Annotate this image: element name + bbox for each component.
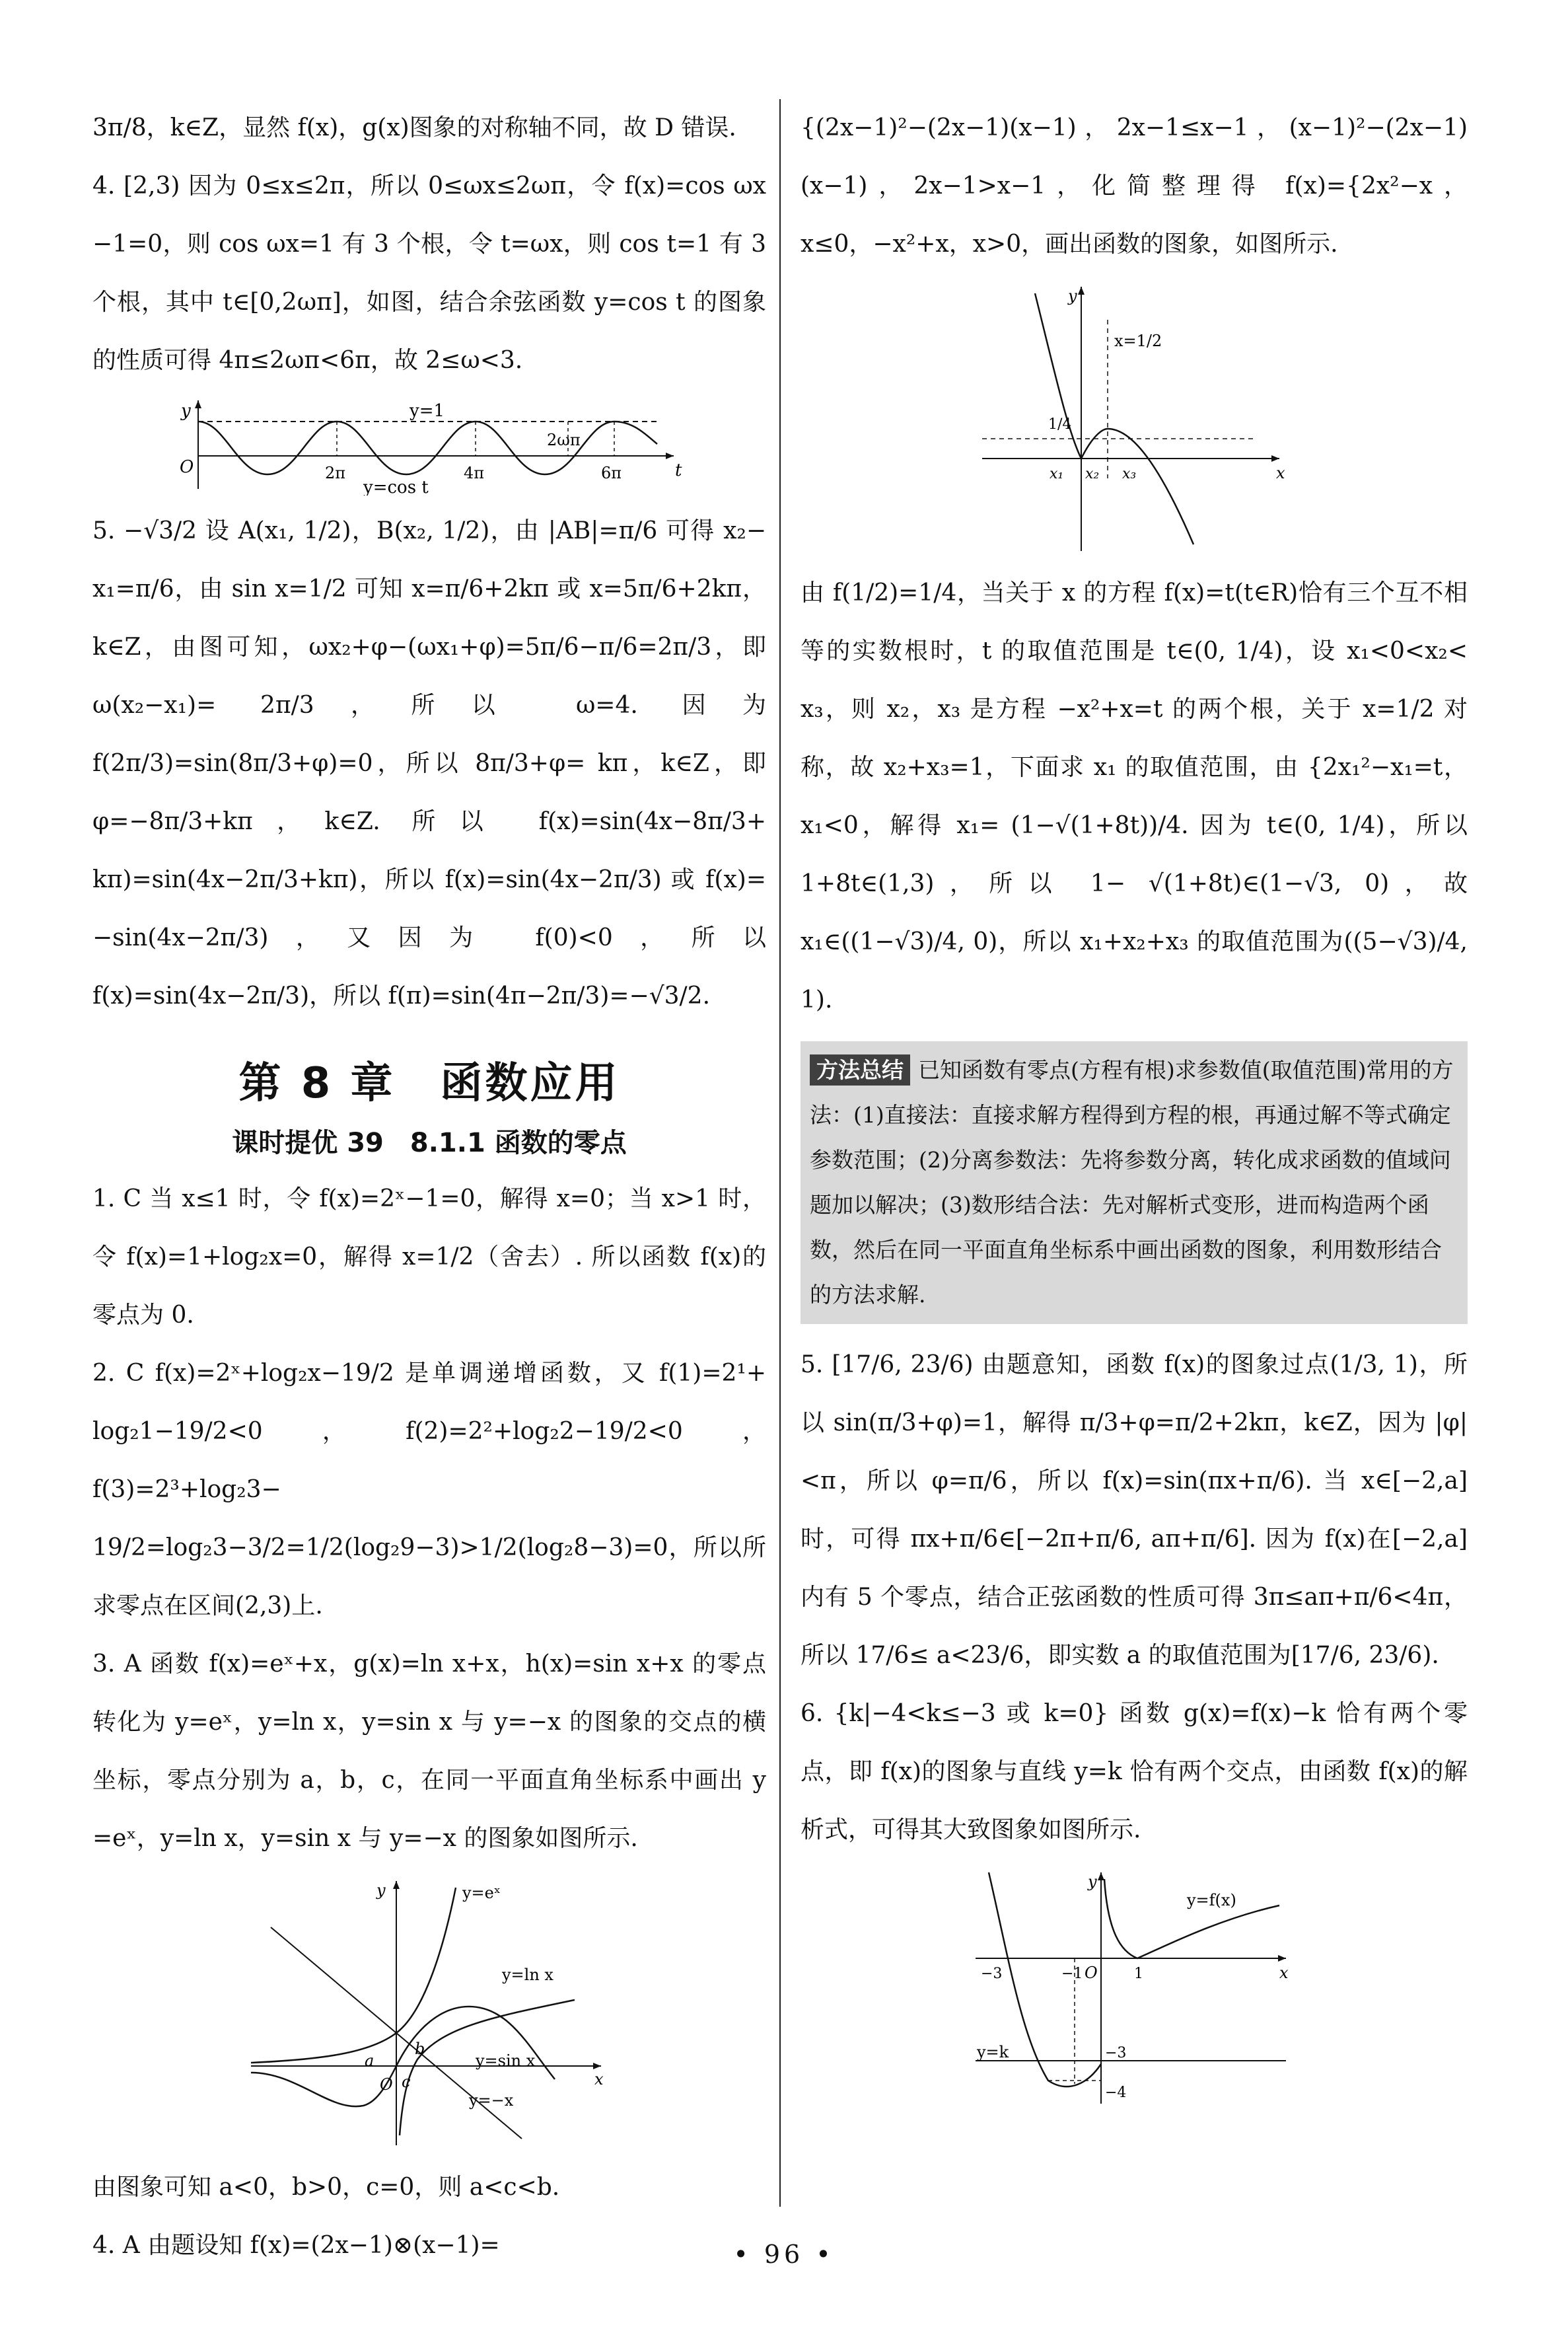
fx-figure [969,1866,1299,2110]
lesson-title: 课时提优 39 8.1.1 函数的零点 [232,1128,627,1158]
paragraph: 3. A 函数 f(x)=eˣ+x，g(x)=ln x+x，h(x)=sin x+x 的零点转化为 y=eˣ，y=ln x，y=sin x 与 y=−x 的图象的交点的横坐标，零点分别为 a，b，c，在同一平面直角坐标系中画出 y =eˣ，y=ln x，y=sin x 与 y=−x 的图象如图所示. [92,1650,766,1852]
cosine-figure [172,396,687,496]
c-label: c [402,2073,411,2091]
curve-label: y=f(x) [1187,1891,1236,1909]
tick-label: 2π [325,464,346,482]
intersection-figure [244,1874,614,2152]
method-tag: 方法总结 [810,1054,910,1086]
page-number: • 96 • [733,2240,835,2269]
tick-label: −1 [1061,1966,1083,1982]
y-axis-label: y [1088,1872,1097,1891]
x2-label: x₂ [1085,466,1100,482]
paragraph: 由 f(1/2)=1/4，当关于 x 的方程 f(x)=t(t∈R)恰有三个互不相等的实数根时，t 的取值范围是 t∈(0, 1/4)，设 x₁<0<x₂< x₃，则 x₂，x₃ 是方程 −x²+x=t 的两个根，关于 x=1/2 对称，故 x₂+x₃=1，下面求 x₁ 的取值范围，由 {2x₁²−x₁=t，x₁<0，解得 x₁= (1−√(1+8t))/4. 因为 t∈(0, 1/4)，所以 1+8t∈(1,3)，所以 1− √(1+8t)∈(1−√3, 0)，故 x₁∈((1−√3)/4, 0)，所以 x₁+x₂+x₃ 的取值范围为((5−√3)/4, 1). [801,579,1468,1014]
quarter-label: 1/4 [1048,416,1072,433]
tick-label: 6π [601,464,622,482]
paragraph: 5. −√3/2 设 A(x₁, 1/2)，B(x₂, 1/2)，由 |AB|=π/6 可得 x₂− x₁=π/6，由 sin x=1/2 可知 x=π/6+2kπ 或 x=5π/6+2kπ，k∈Z，由图可知，ωx₂+φ−(ωx₁+φ)=5π/6−π/6=2π/3，即 ω(x₂−x₁)= 2π/3，所以 ω=4. 因为 f(2π/3)=sin(8π/3+φ)=0，所以 8π/3+φ= kπ，k∈Z，即 φ=−8π/3+kπ，k∈Z. 所以 f(x)=sin(4x−8π/3+ kπ)=sin(4x−2π/3+kπ)，所以 f(x)=sin(4x−2π/3) 或 f(x)= −sin(4x−2π/3)，又因为 f(0)<0，所以 f(x)=sin(4x−2π/3)，所以 f(π)=sin(4π−2π/3)=−√3/2. [92,517,766,1010]
line-label: y=1 [410,401,445,421]
paragraph: {(2x−1)²−(2x−1)(x−1)，2x−1≤x−1，(x−1)²−(2x−1)(x−1)，2x−1>x−1，化简整理得 f(x)={2x²−x，x≤0，−x²+x，x>0，画出函数的图象，如图所示. [801,114,1468,258]
method-text: 已知函数有零点(方程有根)求参数值(取值范围)常用的方法：(1)直接法：直接求解方程得到方程的根，再通过解不等式确定参数范围；(2)分离参数法：先将参数分离，转化成求函数的值域问题加以解决；(3)数形结合法：先对解析式变形，进而构造两个函数，然后在同一平面直角坐标系中画出函数的图象，利用数形结合的方法求解. [810,1057,1454,1308]
y-axis-label: y [376,1881,386,1900]
sin-label: y=sin x [476,2051,536,2070]
a-label: a [365,2051,374,2070]
y-axis-label: y [1068,287,1077,305]
tick-label: −3 [981,1966,1003,1982]
paragraph: 4. A 由题设知 f(x)=(2x−1)⊗(x−1)= [92,2232,500,2259]
y-axis-label: y [181,401,191,421]
paragraph: 6. {k|−4<k≤−3 或 k=0} 函数 g(x)=f(x)−k 恰有两个零点，即 f(x)的图象与直线 y=k 恰有两个交点，由函数 f(x)的解析式，可得其大致图象如图所示. [801,1700,1468,1843]
neg-label: y=−x [469,2091,514,2110]
origin-label: O [1085,1964,1098,1982]
chapter-title: 第 8 章 函数应用 [238,1059,620,1108]
tick-label: 1 [1134,1966,1143,1982]
tick-label: −3 [1105,2045,1127,2061]
paragraph: 3π/8，k∈Z，显然 f(x)，g(x)图象的对称轴不同，故 D 错误. [92,114,736,141]
x1-label: x₁ [1050,466,1064,482]
paragraph: 2. C f(x)=2ˣ+log₂x−19/2 是单调递增函数，又 f(1)=2¹+ log₂1−19/2<0，f(2)=2²+log₂2−19/2<0，f(3)=2³+log₂3− 19/2=log₂3−3/2=1/2(log₂9−3)>1/2(log₂8−3)=0，所以所求零点在区间(2,3)上. [92,1360,766,1619]
method-summary-box [801,1041,1468,1324]
x-axis-label: x [1276,464,1285,482]
curve-label: y=cos t [363,478,429,496]
b-label: b [415,2040,425,2058]
x-axis-label: x [1279,1964,1289,1982]
tick-label: −4 [1105,2085,1127,2101]
tick-label: 4π [464,464,485,482]
origin-label: O [380,2075,393,2094]
paragraph: 由图象可知 a<0，b>0，c=0，则 a<c<b. [92,2174,560,2201]
origin-label: O [180,457,194,477]
ln-label: y=ln x [502,1966,553,1984]
line-label: x=1/2 [1114,332,1162,350]
k-label: y=k [977,2043,1009,2061]
x-axis-label: x [594,2070,604,2088]
right-column [801,99,1468,2117]
t-axis-label: t [675,461,682,480]
column-divider [779,99,781,2207]
piecewise-figure [976,280,1293,558]
paragraph: 5. [17/6, 23/6) 由题意知，函数 f(x)的图象过点(1/3, 1)，所以 sin(π/3+φ)=1，解得 π/3+φ=π/2+2kπ，k∈Z，因为 |φ|<π，所以 φ=π/6，所以 f(x)=sin(πx+π/6). 当 x∈[−2,a]时，可得 πx+π/6∈[−2π+π/6, aπ+π/6]. 因为 f(x)在[−2,a]内有 5 个零点，结合正弦函数的性质可得 3π≤aπ+π/6<4π，所以 17/6≤ a<23/6，即实数 a 的取值范围为[17/6, 23/6). [801,1351,1468,1669]
paragraph: 4. [2,3) 因为 0≤x≤2π，所以 0≤ωx≤2ωπ，令 f(x)=cos ωx −1=0，则 cos ωx=1 有 3 个根，令 t=ωx，则 cos t=1 有 3 个根，其中 t∈[0,2ωπ]，如图，结合余弦函数 y=cos t 的图象的性质可得 4π≤2ωπ<6π，故 2≤ω<3. [92,172,766,374]
exp-label: y=eˣ [462,1884,501,1902]
left-column [92,99,766,2275]
paragraph: 1. C 当 x≤1 时，令 f(x)=2ˣ−1=0，解得 x=0；当 x>1 时，令 f(x)=1+log₂x=0，解得 x=1/2（舍去）. 所以函数 f(x)的零点为 0. [92,1185,766,1329]
x3-label: x₃ [1122,466,1137,482]
mark-label: 2ωπ [547,431,581,449]
